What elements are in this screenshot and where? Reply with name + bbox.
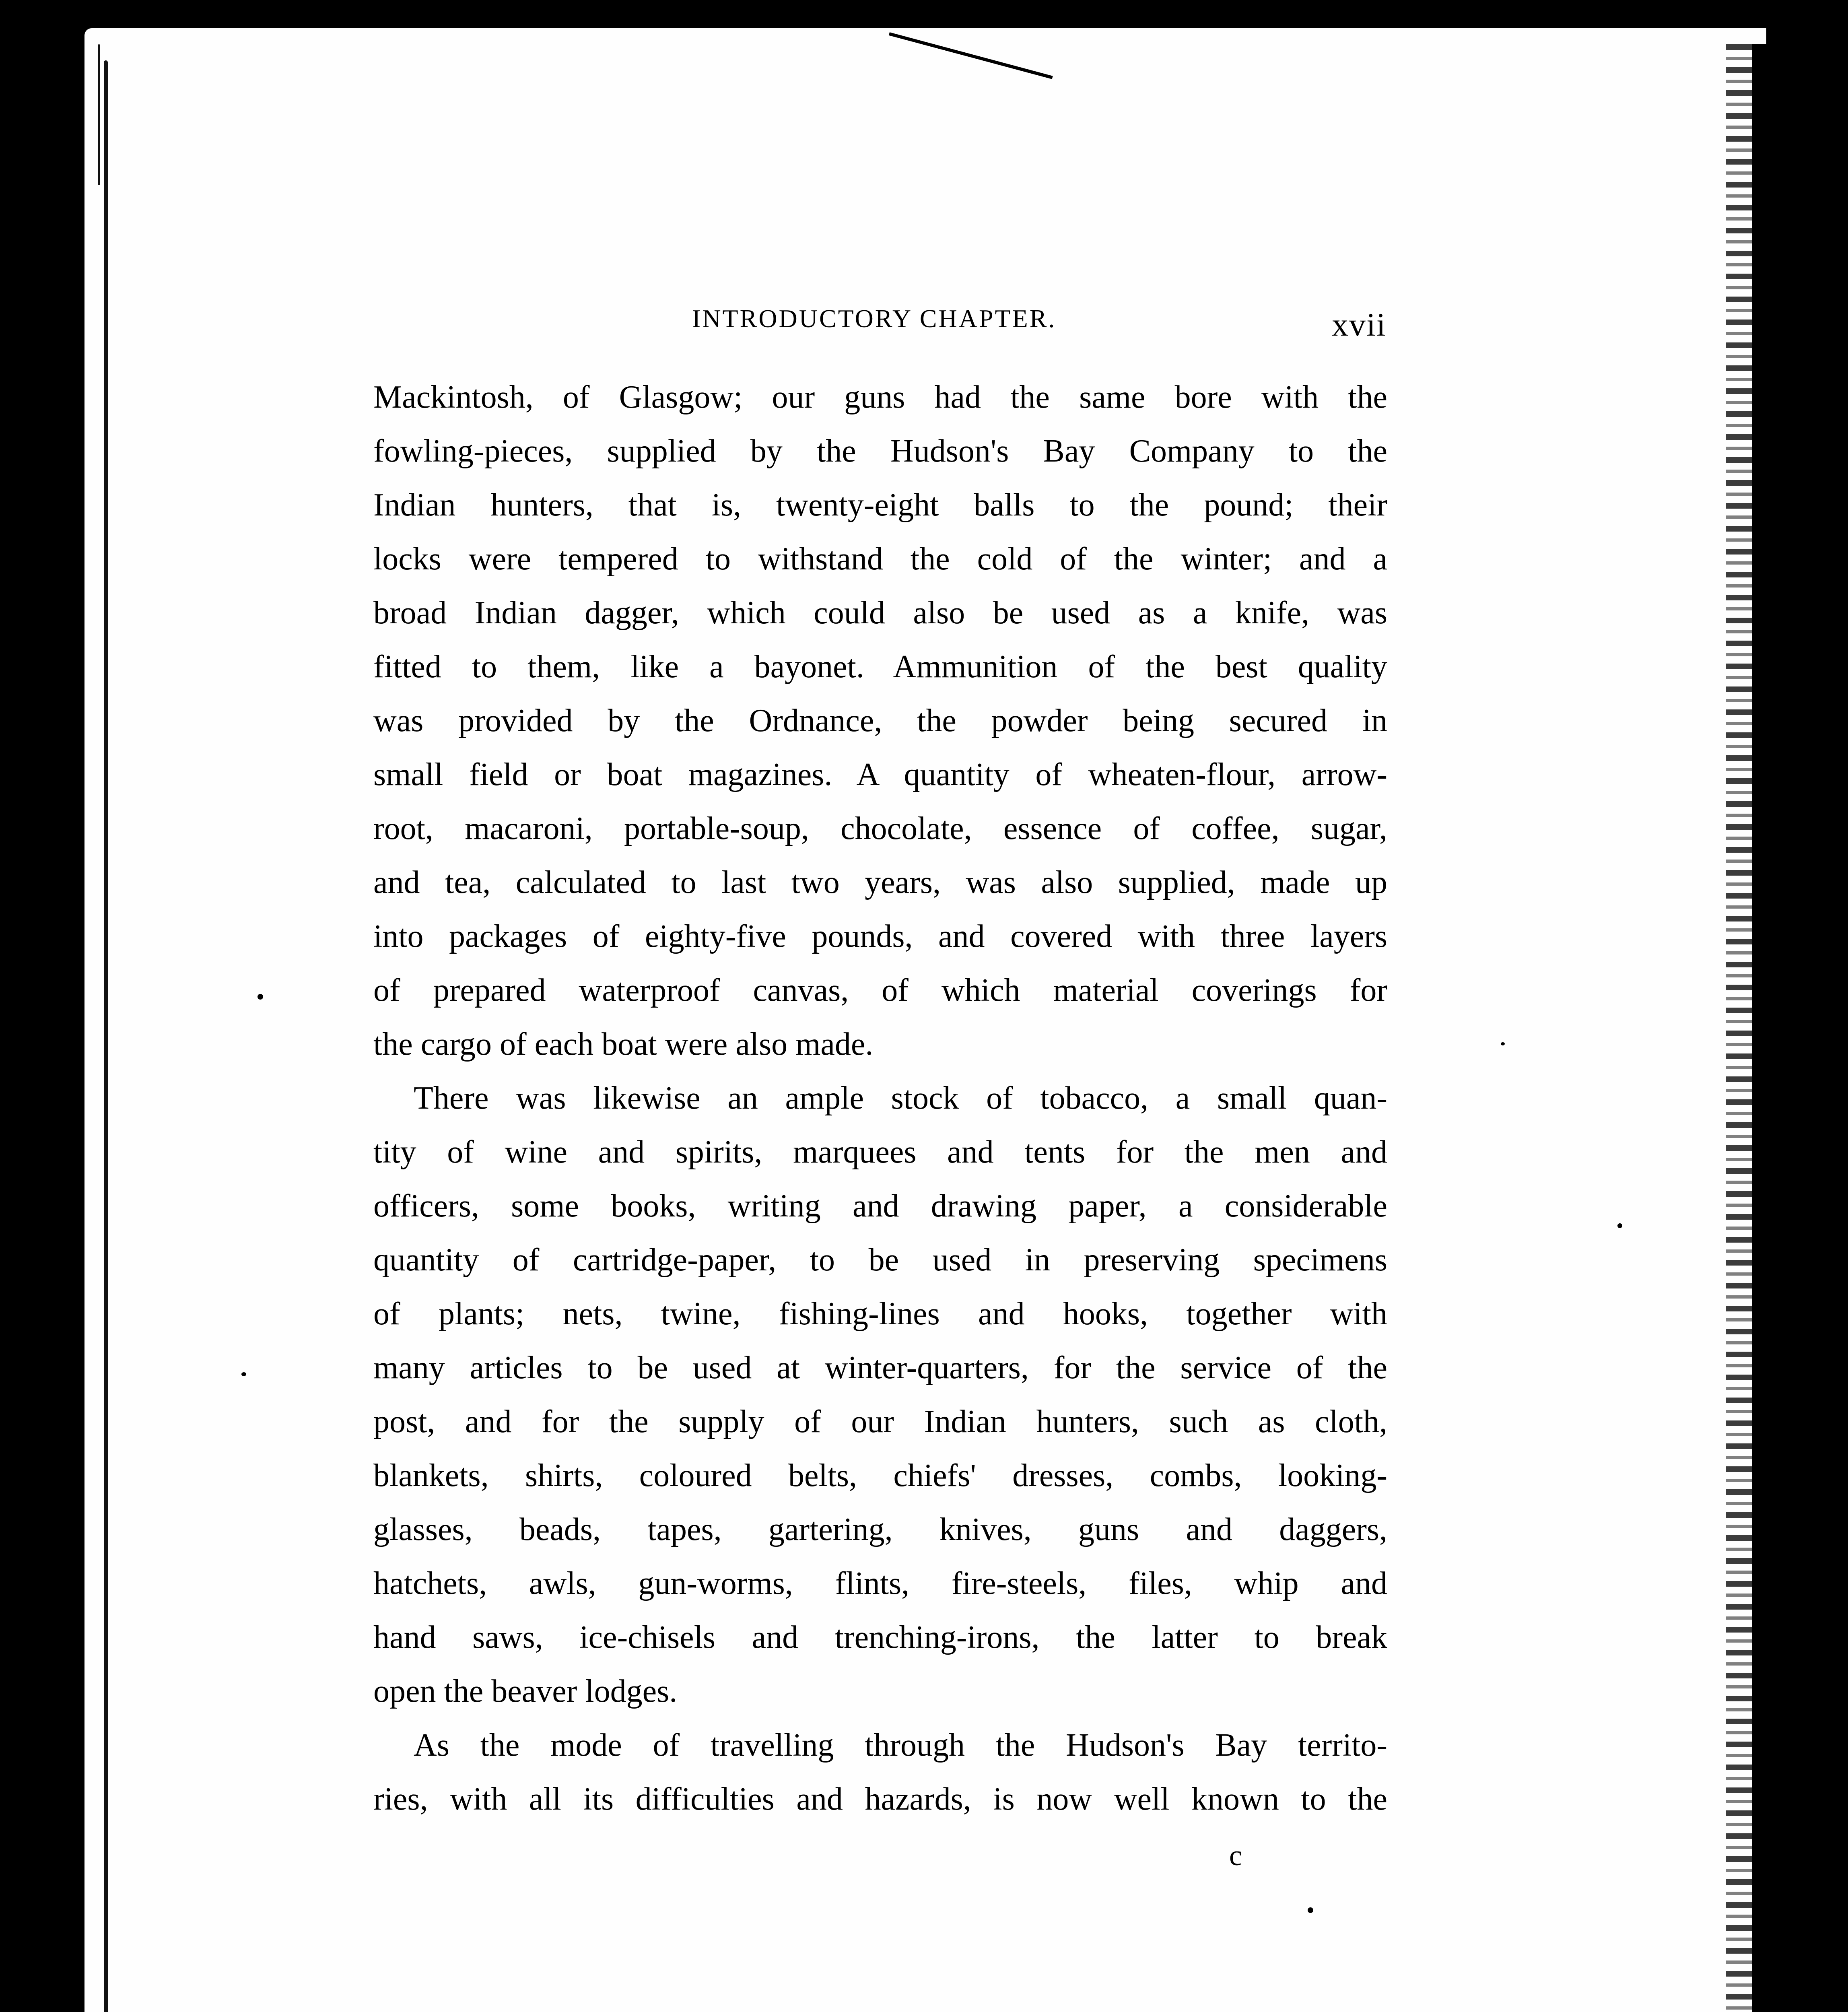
right-page-edge-shadow [1772, 0, 1848, 2012]
text-line: many articles to be used at winter-quarters, for the service of the [373, 1350, 1387, 1385]
text-line: officers, some books, writing and drawing paper, a considerable [373, 1188, 1387, 1224]
text-line: root, macaroni, portable-soup, chocolate, essence of coffee, sugar, [373, 811, 1387, 846]
text-line: small field or boat magazines. A quantity of wheaten-flour, arrow- [373, 757, 1387, 792]
scan-speck [1308, 1907, 1313, 1913]
scan-speck [1617, 1223, 1622, 1228]
page-number: xvii [1332, 306, 1387, 343]
paragraph-1 [373, 370, 1387, 1071]
text-line: quantity of cartridge-paper, to be used in preserving specimens [373, 1242, 1387, 1278]
paragraph-3 [373, 1718, 1387, 1826]
binding-crease [104, 60, 108, 2012]
text-line: Mackintosh, of Glasgow; our guns had the same bore with the [373, 379, 1387, 415]
text-line: hand saws, ice-chisels and trenching-irons, the latter to break [373, 1620, 1387, 1655]
binding-crease-top [98, 44, 100, 185]
text-line: and tea, calculated to last two years, was also supplied, made up [373, 865, 1387, 900]
paragraph-2 [373, 1071, 1387, 1718]
text-line: locks were tempered to withstand the cold of the winter; and a [373, 541, 1387, 577]
signature-mark: c [1229, 1839, 1242, 1872]
text-line: the cargo of each boat were also made. [373, 1027, 874, 1062]
body-text [373, 370, 1387, 1826]
running-head: INTRODUCTORY CHAPTER. [692, 304, 1057, 333]
text-line: glasses, beads, tapes, gartering, knives, guns and daggers, [373, 1512, 1387, 1547]
text-line: broad Indian dagger, which could also be used as a knife, was [373, 595, 1387, 631]
text-line: open the beaver lodges. [373, 1674, 678, 1709]
text-line: ries, with all its difficulties and hazards, is now well known to the [373, 1781, 1387, 1817]
ragged-right-edge-dark [1752, 44, 1770, 2012]
text-line: As the mode of travelling through the Hudson's Bay territo- [414, 1728, 1387, 1763]
text-line: into packages of eighty-five pounds, and covered with three layers [373, 919, 1387, 954]
text-line: post, and for the supply of our Indian hunters, such as cloth, [373, 1404, 1387, 1439]
text-line: tity of wine and spirits, marquees and tents for the men and [373, 1134, 1387, 1170]
text-line: There was likewise an ample stock of tobacco, a small quan- [414, 1080, 1387, 1116]
scan-speck [241, 1372, 246, 1376]
text-line: of prepared waterproof canvas, of which material coverings for [373, 973, 1387, 1008]
scan-speck [1501, 1042, 1505, 1045]
text-line: was provided by the Ordnance, the powder being secured in [373, 703, 1387, 738]
text-line: fitted to them, like a bayonet. Ammunition of the best quality [373, 649, 1387, 684]
left-binding-shadow [0, 0, 87, 2012]
text-line: of plants; nets, twine, fishing-lines and hooks, together with [373, 1296, 1387, 1332]
text-line: Indian hunters, that is, twenty-eight balls to the pound; their [373, 487, 1387, 523]
text-line: hatchets, awls, gun-worms, flints, fire-steels, files, whip and [373, 1566, 1387, 1601]
scan-speck [258, 994, 263, 1000]
text-line: fowling-pieces, supplied by the Hudson's Bay Company to the [373, 433, 1387, 469]
text-line: blankets, shirts, coloured belts, chiefs' dresses, combs, looking- [373, 1458, 1387, 1493]
